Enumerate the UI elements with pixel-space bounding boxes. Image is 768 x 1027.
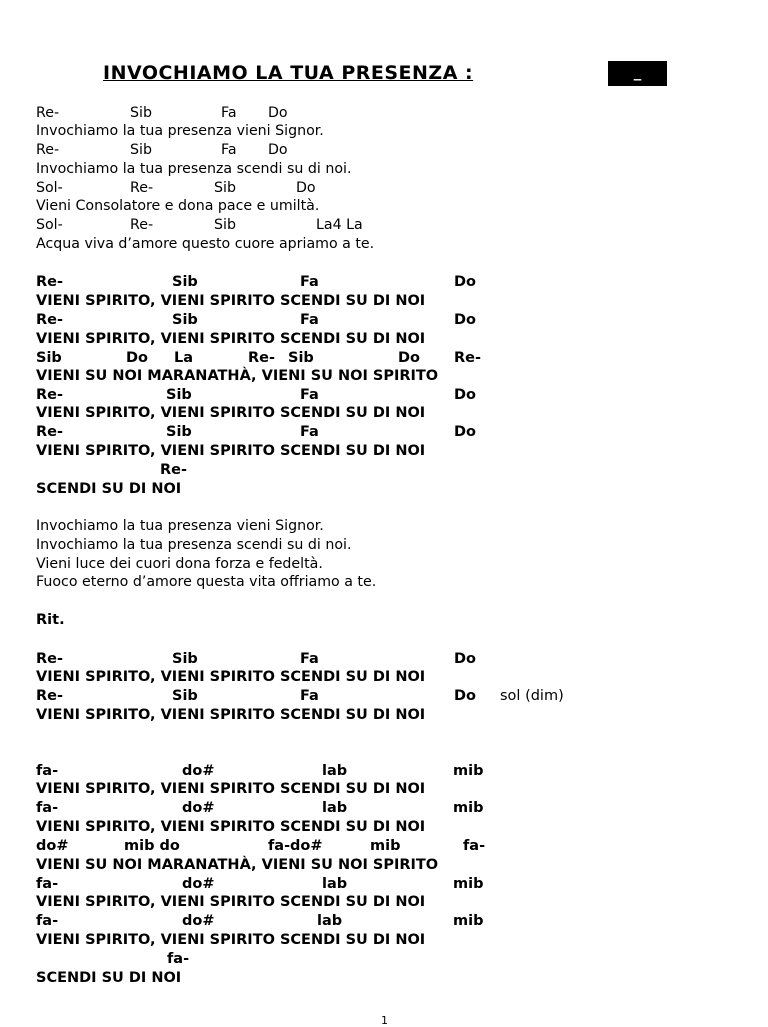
chord: Sib	[166, 424, 192, 440]
lyric-line: Vieni Consolatore e dona pace e umiltà.	[36, 198, 320, 214]
chord: Do	[296, 180, 316, 196]
chord: Sol-	[36, 217, 63, 233]
lyric-line: Vieni luce dei cuori dona forza e fedeltà.	[36, 556, 323, 572]
chord: Sib	[172, 312, 198, 328]
chord-line	[36, 216, 456, 235]
chorus-line: VIENI SPIRITO, VIENI SPIRITO SCENDI SU DI NOI	[36, 293, 426, 309]
chord: fa-	[36, 876, 59, 892]
chorus-line: VIENI SPIRITO, VIENI SPIRITO SCENDI SU DI NOI	[36, 894, 426, 910]
chord: do#	[182, 876, 215, 892]
chord: lab	[322, 876, 348, 892]
chord: lab	[322, 763, 348, 779]
chord: do#	[290, 838, 323, 854]
chord: Do	[454, 387, 476, 403]
chord: Re-	[36, 274, 64, 290]
chord: Fa	[300, 387, 319, 403]
chord-line	[36, 762, 496, 781]
chorus-line: VIENI SPIRITO, VIENI SPIRITO SCENDI SU DI NOI	[36, 443, 426, 459]
chord: Re-	[36, 105, 60, 121]
chord: Fa	[221, 105, 237, 121]
chorus-line: VIENI SPIRITO, VIENI SPIRITO SCENDI SU DI NOI	[36, 932, 426, 948]
chord: mib	[453, 800, 484, 816]
chorus-line: VIENI SPIRITO, VIENI SPIRITO SCENDI SU DI NOI	[36, 781, 426, 797]
chord-line	[36, 273, 496, 292]
chord: Fa	[300, 312, 319, 328]
chord: La4 La	[316, 217, 363, 233]
chord: Re-	[36, 688, 64, 704]
chord: Re-	[454, 350, 482, 366]
chord-line	[36, 386, 496, 405]
chorus-line: VIENI SPIRITO, VIENI SPIRITO SCENDI SU DI NOI	[36, 669, 426, 685]
chord: Fa	[221, 142, 237, 158]
chord: Re-	[36, 424, 64, 440]
page-number: 1	[381, 1014, 388, 1027]
chorus-line: VIENI SPIRITO, VIENI SPIRITO SCENDI SU DI NOI	[36, 819, 426, 835]
chord-line	[36, 687, 496, 706]
chord: Re-	[248, 350, 276, 366]
chord-annotation: sol (dim)	[500, 688, 564, 704]
chord-line	[36, 650, 496, 669]
chord: lab	[322, 800, 348, 816]
lyric-line: Acqua viva d’amore questo cuore apriamo a te.	[36, 236, 375, 252]
chord: Sib	[172, 651, 198, 667]
chord: Fa	[300, 424, 319, 440]
chord: fa-	[167, 951, 190, 967]
chord: Do	[454, 651, 476, 667]
chord-line	[36, 179, 456, 198]
chord: Do	[268, 105, 288, 121]
chord: Sib	[214, 180, 236, 196]
lyric-line: Invochiamo la tua presenza vieni Signor.	[36, 518, 324, 534]
chord-line	[36, 104, 456, 123]
chord: do#	[182, 913, 215, 929]
chord-line	[36, 875, 496, 894]
chorus-line: SCENDI SU DI NOI	[36, 481, 182, 497]
chord-line	[36, 141, 456, 160]
chord: mib	[453, 913, 484, 929]
rit-label: Rit.	[36, 612, 65, 628]
chord: Sib	[214, 217, 236, 233]
chord: Re-	[130, 217, 154, 233]
song-title: INVOCHIAMO LA TUA PRESENZA :	[103, 62, 474, 84]
chord: fa-	[36, 913, 59, 929]
chord: Sib	[166, 387, 192, 403]
chord: Sib	[288, 350, 314, 366]
chord: lab	[317, 913, 343, 929]
chord: fa-	[463, 838, 486, 854]
chord: mib do	[124, 838, 180, 854]
chord: mib	[370, 838, 401, 854]
chord: Do	[454, 688, 476, 704]
chord: mib	[453, 763, 484, 779]
chord-line	[36, 837, 496, 856]
chord: Fa	[300, 274, 319, 290]
chord: Do	[126, 350, 148, 366]
chorus-line: VIENI SPIRITO, VIENI SPIRITO SCENDI SU DI NOI	[36, 405, 426, 421]
chord: do#	[182, 763, 215, 779]
chord-line	[36, 349, 496, 368]
chord: Fa	[300, 651, 319, 667]
chord-line	[36, 799, 496, 818]
chord: Do	[454, 274, 476, 290]
chorus-line: VIENI SU NOI MARANATHÀ, VIENI SU NOI SPIRITO	[36, 857, 439, 873]
chord: Re-	[130, 180, 154, 196]
chord: do#	[36, 838, 69, 854]
chord: Sol-	[36, 180, 63, 196]
chord: Sib	[36, 350, 62, 366]
chord: Sib	[130, 142, 152, 158]
chord: do#	[182, 800, 215, 816]
chorus-line: VIENI SPIRITO, VIENI SPIRITO SCENDI SU DI NOI	[36, 331, 426, 347]
chord: Re-	[36, 651, 64, 667]
chord-line	[36, 311, 496, 330]
chorus-line: SCENDI SU DI NOI	[36, 970, 182, 986]
chord: Re-	[36, 387, 64, 403]
chord-line	[36, 950, 496, 969]
chord: Do	[268, 142, 288, 158]
chord: mib	[453, 876, 484, 892]
chord: Do	[454, 424, 476, 440]
chord: Sib	[172, 688, 198, 704]
chord: fa-	[36, 763, 59, 779]
chord: Re-	[160, 462, 188, 478]
lyric-line: Invochiamo la tua presenza vieni Signor.	[36, 123, 324, 139]
chord-line	[36, 912, 496, 931]
chord: Do	[454, 312, 476, 328]
chord: Re-	[36, 312, 64, 328]
chord: fa-	[268, 838, 291, 854]
chord: Do	[398, 350, 420, 366]
chorus-line: VIENI SU NOI MARANATHÀ, VIENI SU NOI SPIRITO	[36, 368, 439, 384]
chord: Re-	[36, 142, 60, 158]
chord: Fa	[300, 688, 319, 704]
corner-black-box: _	[608, 61, 667, 86]
lyric-line: Fuoco eterno d’amore questa vita offriamo a te.	[36, 574, 377, 590]
chord: fa-	[36, 800, 59, 816]
lyric-line: Invochiamo la tua presenza scendi su di noi.	[36, 537, 352, 553]
chord-line	[36, 461, 496, 480]
chord-line	[36, 423, 496, 442]
chorus-line: VIENI SPIRITO, VIENI SPIRITO SCENDI SU DI NOI	[36, 707, 426, 723]
chord: La	[174, 350, 194, 366]
lyric-line: Invochiamo la tua presenza scendi su di noi.	[36, 161, 352, 177]
chord: Sib	[172, 274, 198, 290]
chord: Sib	[130, 105, 152, 121]
